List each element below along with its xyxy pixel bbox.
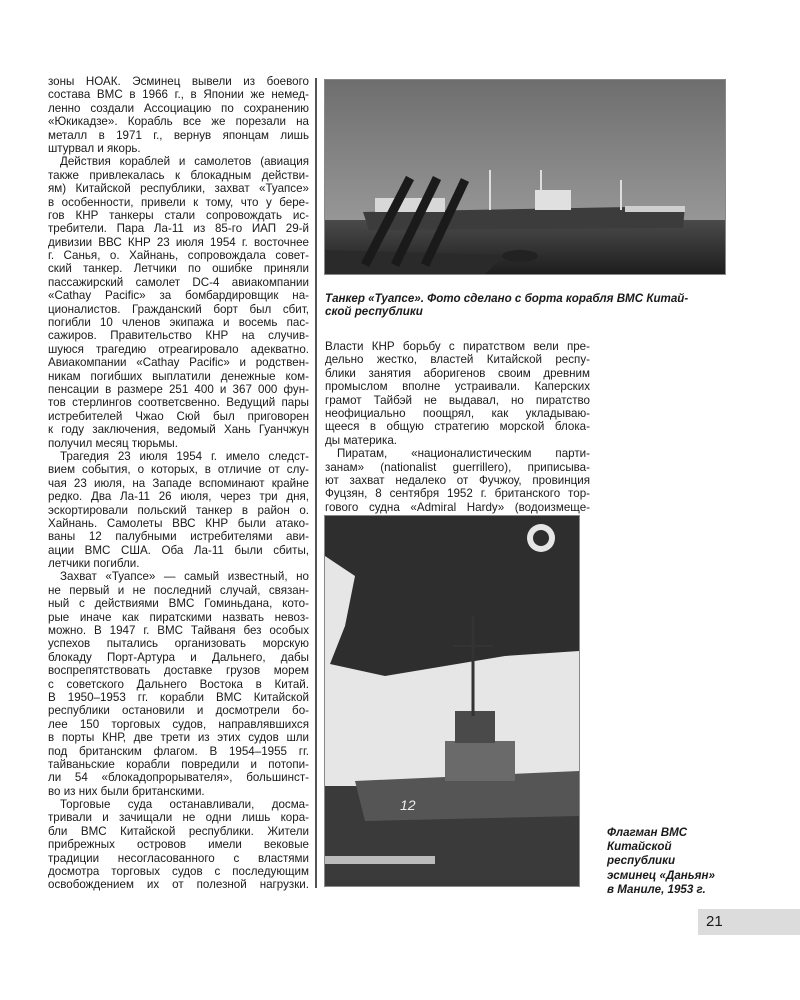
text-line: истребителей Чжао Сюй был приговорен xyxy=(48,409,309,423)
text-line: можно. В 1947 г. ВМС Тайваня без особых xyxy=(48,624,309,638)
text-line: досмотра торговых судов с последующим xyxy=(48,865,309,879)
text-line: прибрежных островов имели вековые xyxy=(48,838,309,852)
text-line: тайваньские корабли повредили и потопи- xyxy=(48,757,309,771)
text-line: ды материка. xyxy=(325,433,398,447)
text-line: дельно жестко, властей Китайской респу- xyxy=(325,353,590,367)
page-number: 21 xyxy=(698,909,800,935)
text-line: Хайнань. Самолеты ВВС КНР были атако- xyxy=(48,516,309,530)
text-line: металл в 1971 г., вернув японцам лишь xyxy=(48,128,309,142)
text-line: ный с действиями ВМС Гоминьдана, кото- xyxy=(48,597,309,611)
text-line: с советского Дальнего Востока в Китай. xyxy=(48,677,309,691)
text-line: блики занятия аборигенов своим древним xyxy=(325,366,590,380)
left-text-column xyxy=(48,75,309,892)
text-line: освобождением их от полезной нагрузки. xyxy=(48,878,309,892)
right-text-column xyxy=(325,340,590,514)
text-line: никам погибших выплатили денежные ком- xyxy=(48,369,309,383)
text-line: тов стерлингов соответсвенно. Ведущий пары xyxy=(48,396,309,410)
text-line: «Cathay Pacific» за бомбардировщик на- xyxy=(48,289,309,303)
text-line: состава ВМС в 1966 г., в Японии же немед- xyxy=(48,88,309,102)
text-line: Трагедия 23 июля 1954 г. имело следст- xyxy=(60,449,309,463)
text-line: ский танкер. Летчики по ошибке приняли xyxy=(48,262,309,276)
text-line: тривали и зачищали не одни лишь кора- xyxy=(48,811,309,825)
text-line: редко. Два Ла-11 26 июля, через три дня, xyxy=(48,490,309,504)
paragraph xyxy=(48,570,309,798)
text-line: Власти КНР борьбу с пиратством вели пре- xyxy=(325,340,590,353)
photo-destroyer-danyang xyxy=(324,515,580,887)
paragraph xyxy=(325,340,590,447)
text-line: воспрепятствовать доставке грузов морем xyxy=(48,664,309,678)
text-line: лее 150 торговых судов, направлявшихся xyxy=(48,717,309,731)
text-line: летчики погибли. xyxy=(48,557,140,571)
text-line: погибли 10 членов экипажа и восемь пас- xyxy=(48,316,309,330)
text-line: дивизии ВВС КНР 23 июля 1954 г. восточнее xyxy=(48,235,309,249)
text-line: эскортировали польский танкер в район о. xyxy=(48,503,309,517)
text-line: В 1950–1953 гг. корабли ВМС Китайской xyxy=(48,690,309,704)
text-line: в особенности, привели к тому, что у бере- xyxy=(48,195,309,209)
text-line: ли 54 «блокадопрорывателя», большинст- xyxy=(48,771,309,785)
photo-tanker-tuapse xyxy=(324,79,726,275)
text-line: шуюся трагедию отреагировало адекватно. xyxy=(48,342,309,356)
text-line: промыслом вполне устраивали. Каперских xyxy=(325,380,590,394)
text-line: гового судна «Admiral Hardy» (водоизмеще- xyxy=(325,500,590,514)
text-line: Авиакомпании «Cathay Pacific» и родствен- xyxy=(48,356,309,370)
text-line: также привлекалась к блокадным действи- xyxy=(48,168,309,182)
text-line: во из них были британскими. xyxy=(48,784,205,798)
text-line: Захват «Туапсе» — самый известный, но xyxy=(60,570,309,584)
paragraph xyxy=(48,798,309,892)
text-line: ации ВМС США. Оба Ла-11 были сбиты, xyxy=(48,543,309,557)
text-line: в порты КНР, две трети из этих судов шли xyxy=(48,731,309,745)
text-line: грамот Тайбэй не выдавал, но пиратство xyxy=(325,393,590,407)
text-line: ваны 12 палубными истребителями ави- xyxy=(48,530,309,544)
text-line: Торговые суда останавливали, досма- xyxy=(60,798,309,812)
text-line: рые иначе как пиратскими назвать невоз- xyxy=(48,610,309,624)
text-line: щееся в общую стратегию морской блока- xyxy=(325,420,590,434)
caption-line: Танкер «Туапсе». Фото сделано с борта корабля ВМС Китай- xyxy=(325,292,689,305)
text-line: Действия кораблей и самолетов (авиация xyxy=(60,155,309,169)
text-line: зоны НОАК. Эсминец вывели из боевого xyxy=(48,75,309,88)
hull-number: 12 xyxy=(400,797,416,813)
text-line: пассажирский самолет DC-4 авиакомпании xyxy=(48,275,309,289)
text-line: не первый и не последний случай, связан- xyxy=(48,583,309,597)
text-line: Пиратам, «националистическим парти- xyxy=(337,447,590,461)
text-line: получил месяц тюрьмы. xyxy=(48,436,178,450)
caption-line: эсминец «Даньян» xyxy=(607,868,715,882)
text-line: ционалистов. Гражданский борт был сбит, xyxy=(48,302,309,316)
text-line: гов КНР танкеры стали сопровождать ис- xyxy=(48,208,309,222)
text-line: «Юкикадзе». Корабль все же порезали на xyxy=(48,115,309,129)
text-line: г. Санья, о. Хайнань, сопровождала совет- xyxy=(48,249,309,263)
text-line: традиции несогласованного с властями xyxy=(48,851,309,865)
text-line: успехов пытались организовать морскую xyxy=(48,637,309,651)
text-line: к году заключения, ведомый Хань Гуанчжун xyxy=(48,423,309,437)
caption-tanker-photo xyxy=(325,292,725,318)
caption-line: Флагман ВМС xyxy=(607,826,688,839)
text-line: Фуцзян, 8 сентября 1952 г. британского тор- xyxy=(325,487,590,501)
caption-destroyer-photo xyxy=(607,826,727,897)
text-line: сажиров. Правительство КНР на случив- xyxy=(48,329,309,343)
paragraph xyxy=(48,75,309,155)
caption-line: республики xyxy=(607,854,676,868)
text-line: неофициально поощрял, как укладываю- xyxy=(325,406,590,420)
text-line: ют захват недалеко от Фучжоу, провинция xyxy=(325,473,590,487)
text-line: вием события, о которых, в отличие от слу- xyxy=(48,463,309,477)
text-line: ленно создали Ассоциацию по сохранению xyxy=(48,101,309,115)
text-line: штурвал и якорь. xyxy=(48,141,141,155)
caption-line: ской республики xyxy=(325,305,423,318)
text-line: занам» (nationalist guerrillero), приписыва- xyxy=(325,460,590,474)
text-line: республики остановили и досмотрели бо- xyxy=(48,704,309,718)
text-line: пенсации в размере 251 400 и 367 000 фун- xyxy=(48,382,309,396)
text-line: чая 23 июля, на Западе вспоминают крайне xyxy=(48,476,309,490)
text-line: требители. Пара Ла-11 из 85-го ИАП 29-й xyxy=(48,222,309,236)
text-line: бли ВМС Китайской республики. Жители xyxy=(48,824,309,838)
text-line: ям) Китайской республики, захват «Туапсе» xyxy=(48,182,309,196)
column-divider xyxy=(315,78,317,888)
caption-line: в Маниле, 1953 г. xyxy=(607,882,706,896)
paragraph xyxy=(325,447,590,514)
text-line: под британским флагом. В 1954–1955 гг. xyxy=(48,744,309,758)
paragraph xyxy=(48,155,309,450)
caption-line: Китайской xyxy=(607,840,672,854)
paragraph xyxy=(48,450,309,571)
text-line: блокаду Порт-Артура и Дальнего, дабы xyxy=(48,650,309,664)
